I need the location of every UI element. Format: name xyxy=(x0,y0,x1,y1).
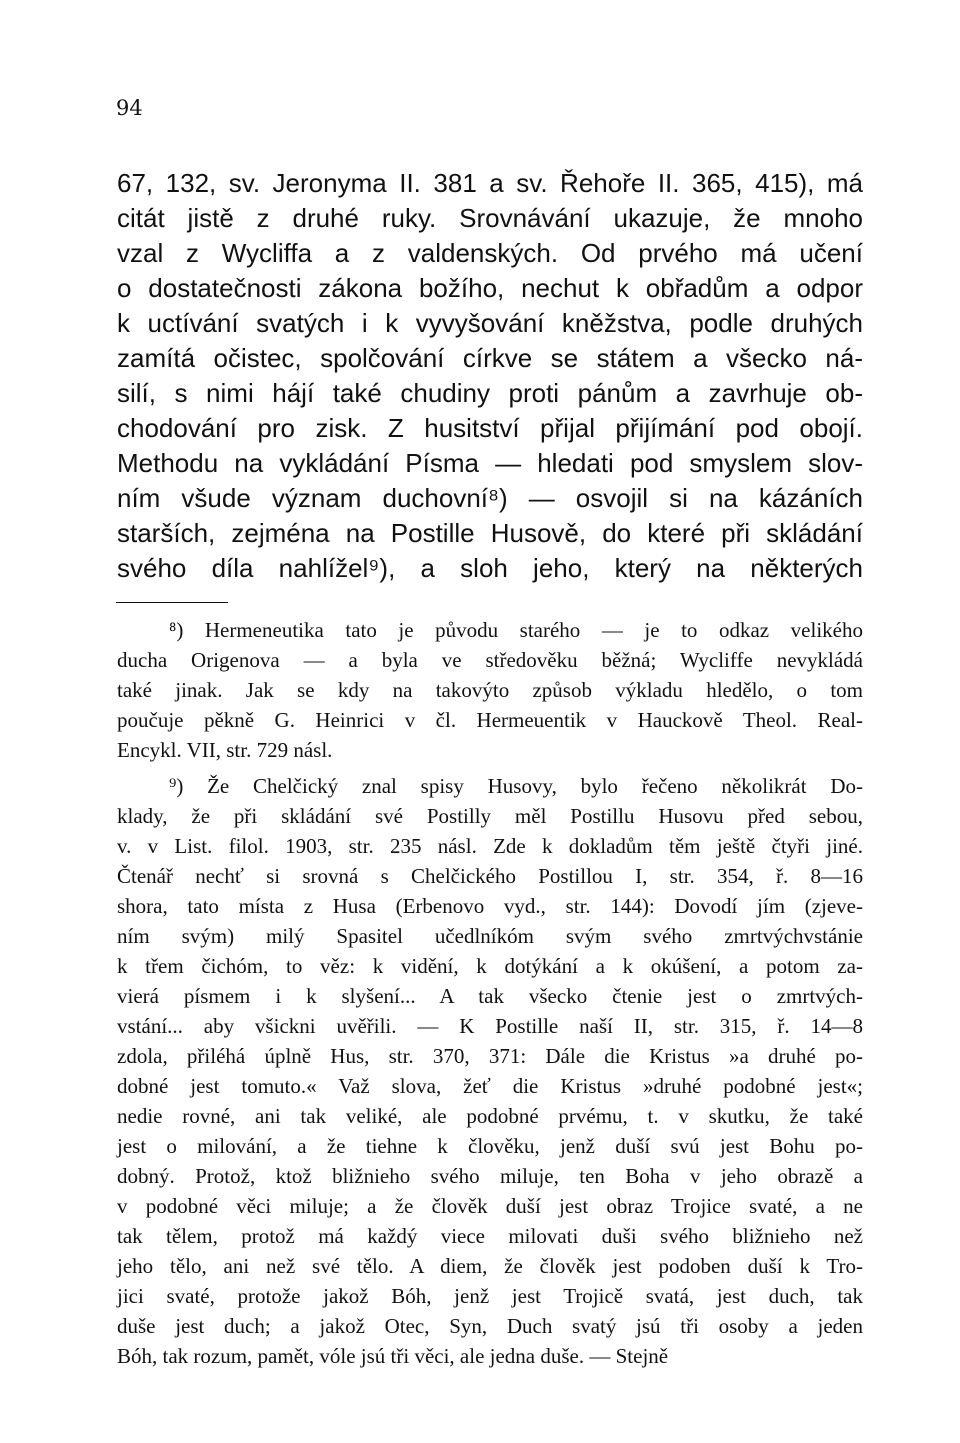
main-text-line: Methodu na vykládání Písma — hledati pod smyslem slov- xyxy=(117,448,863,478)
footnote-line: tak tělem, protož má každý viece milovati duši svého bližnieho než xyxy=(117,1224,863,1248)
main-text xyxy=(117,166,863,586)
footnote-line: ⁸) Hermeneutika tato je původu starého — je to odkaz velikého xyxy=(169,618,863,642)
footnote-line: Čtenář nechť si srovná s Chelčického Postillou I, str. 354, ř. 8—16 xyxy=(117,864,863,888)
footnote-line: klady, že při skládání své Postilly měl Postillu Husovu před sebou, xyxy=(117,804,863,828)
footnotes xyxy=(117,615,863,1371)
footnote-line: také jinak. Jak se kdy na takovýto způsob výkladu hledělo, o tom xyxy=(117,678,863,702)
main-text-line: 67, 132, sv. Jeronyma II. 381 a sv. Řehoře II. 365, 415), má xyxy=(117,168,863,198)
footnote-line: vstání... aby všickni uvěřili. — K Postille naší II, str. 315, ř. 14—8 xyxy=(117,1014,863,1038)
main-text-line: svého díla nahlížel⁹), a sloh jeho, který na některých xyxy=(117,553,863,583)
footnote-line: dobné jest tomuto.« Važ slova, žeť die Kristus »druhé podobné jest«; xyxy=(117,1074,863,1098)
footnote-9 xyxy=(117,771,863,1371)
footnote-line: vierá písmem i k slyšení... A tak všecko čtenie jest o zmrtvých- xyxy=(117,984,863,1008)
footnote-line: Bóh, tak rozum, pamět, vóle jsú tři věci, ale jedna duše. — Stejně xyxy=(117,1344,669,1368)
footnote-line: dobný. Protož, ktož bližnieho svého miluje, ten Boha v jeho obrazě a xyxy=(117,1164,863,1188)
footnote-line: zdola, přiléhá úplně Hus, str. 370, 371: Dále die Kristus »a druhé po- xyxy=(117,1044,863,1068)
footnote-line: poučuje pěkně G. Heinrici v čl. Hermeuentik v Hauckově Theol. Real- xyxy=(117,708,863,732)
main-text-line: ním všude význam duchovní⁸) — osvojil si na kázáních xyxy=(117,483,863,513)
footnote-line: duše jest duch; a jakož Otec, Syn, Duch svatý jsú tři osoby a jeden xyxy=(117,1314,863,1338)
footnote-line: jest o milování, a že tiehne k člověku, jenž duší svú jest Bohu po- xyxy=(117,1134,863,1158)
footnote-line: ⁹) Že Chelčický znal spisy Husovy, bylo řečeno několikrát Do- xyxy=(169,774,863,798)
footnote-line: v podobné věci miluje; a že člověk duší jest obraz Trojice svaté, a ne xyxy=(117,1194,863,1218)
main-text-line: zamítá očistec, spolčování církve se státem a všecko ná- xyxy=(117,343,863,373)
footnote-line: nedie rovné, ani tak veliké, ale podobné prvému, t. v skutku, že také xyxy=(117,1104,863,1128)
footnote-line: shora, tato místa z Husa (Erbenovo vyd., str. 144): Dovodí jím (zjeve- xyxy=(117,894,863,918)
footnote-line: ducha Origenova — a byla ve středověku běžná; Wycliffe nevykládá xyxy=(117,648,863,672)
main-text-line: citát jistě z druhé ruky. Srovnávání ukazuje, že mnoho xyxy=(117,203,863,233)
main-text-line: k uctívání svatých i k vyvyšování kněžstva, podle druhých xyxy=(117,308,863,338)
footnote-line: Encykl. VII, str. 729 násl. xyxy=(117,738,333,762)
main-text-line: o dostatečnosti zákona božího, nechut k obřadům a odpor xyxy=(117,273,863,303)
main-text-line: chodování pro zisk. Z husitství přijal přijímání pod obojí. xyxy=(117,413,863,443)
footnote-line: jeho tělo, ani než své tělo. A diem, že člověk jest podoben duší k Tro- xyxy=(117,1254,863,1278)
footnote-line: ním svým) milý Spasitel učedlníkóm svým svého zmrtvýchvstánie xyxy=(117,924,863,948)
footnote-separator xyxy=(116,602,228,603)
footnote-line: k třem čichóm, to věz: k vidění, k dotýkání a k okúšení, a potom za- xyxy=(117,954,863,978)
footnote-line: jici svaté, protože jakož Bóh, jenž jest Trojicě svatá, jest duch, tak xyxy=(117,1284,863,1308)
main-text-line: vzal z Wycliffa a z valdenských. Od prvého má učení xyxy=(117,238,863,268)
footnote-line: v. v List. filol. 1903, str. 235 násl. Zde k dokladům těm ještě čtyři jiné. xyxy=(117,834,863,858)
main-text-line: starších, zejména na Postille Husově, do které při skládání xyxy=(117,518,863,548)
page-number: 94 xyxy=(116,96,143,120)
footnote-8 xyxy=(117,615,863,765)
main-text-line: silí, s nimi hájí také chudiny proti pánům a zavrhuje ob- xyxy=(117,378,863,408)
